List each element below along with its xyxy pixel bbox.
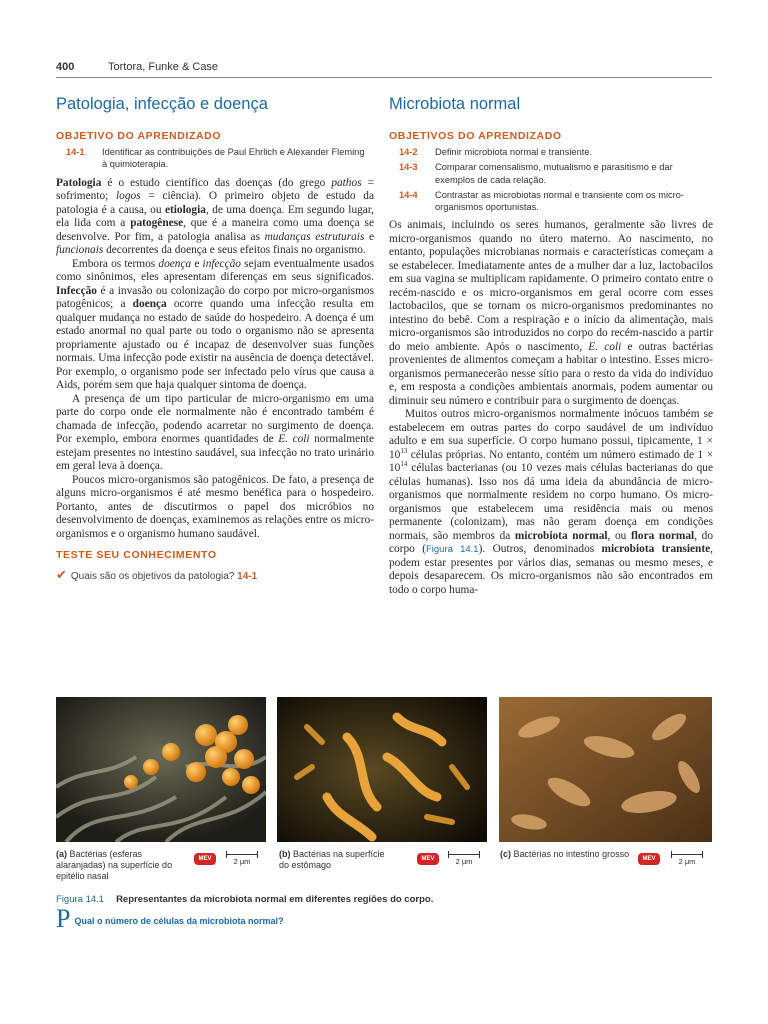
term-microbiota-transiente: microbiota transiente xyxy=(601,543,711,556)
text-run: é o estudo científico das doenças (do grego xyxy=(101,176,332,189)
term-e-coli: E. coli xyxy=(588,340,622,353)
objective-item xyxy=(389,189,707,214)
text-run: , de uma doença. Em segundo lugar, ela lida com a xyxy=(56,203,374,230)
text-run: decorrentes da doença e seus efeitos finais no organismo. xyxy=(103,244,366,257)
scale-label: 2 μm xyxy=(678,857,696,866)
term-e-coli: E. coli xyxy=(278,433,310,446)
paragraph xyxy=(389,219,713,408)
term-pathos: pathos xyxy=(331,176,362,189)
objective-text: Contrastar as microbiotas normal e transiente com os micro-organismos oportunistas. xyxy=(435,189,685,213)
term-doenca-italic: doença xyxy=(158,257,192,270)
figure-caption-a xyxy=(56,849,174,882)
text-run: e xyxy=(191,257,203,270)
objective-number: 14-1 xyxy=(66,147,85,157)
microbiota-body xyxy=(389,219,713,597)
objective-item xyxy=(389,146,707,158)
text-run: , podem estar presentes por vários dias, semanas ou mesmo meses, e depois desaparecem. Os micro-organismos não são encontrados em todo o corpo huma- xyxy=(389,543,714,596)
objective-text: Definir microbiota normal e transiente. xyxy=(435,147,593,157)
text-run: é a invasão ou colonização do corpo por micro-organismos patogênicos; a xyxy=(56,284,374,311)
term-infeccao: Infecção xyxy=(56,284,97,297)
paragraph: Poucos micro-organismos são patogênicos. De fato, a presença de alguns micro-organismos é até mesmo benéfica para o hospedeiro. Portanto, antes de discutirmos o papel dos micróbios no desenvolvimento de doenças, examinemos as relações entre os micro-organismos e o organismo humano saudável. xyxy=(56,473,374,540)
text-run: Os animais, incluindo os seres humanos, geralmente são livres de micro-organismos quando no útero materno. Ao nascimento, no entanto, populações microbianas normais e características começam a se estabelecer. Imediatamente antes de a mulher dar a luz, lactobacilos em sua vagina se multiplicam rapidamente. O primeiro contato entre o recém-nascido e os micro-organismos em geral ocorre com esses lactobacilos, que se tornam os micro-organismos predominantes no intestino do bebê. Com a respiração e o início da alimentação, mais micro-organismos são introduzidos no corpo do recém-nascido a partir do meio ambiente. Após o nascimento, xyxy=(389,219,713,353)
mev-badge: MEV xyxy=(194,853,216,865)
photo-large-intestine xyxy=(499,697,712,842)
photo-nasal-epithelium xyxy=(56,697,266,842)
running-header xyxy=(56,58,712,78)
term-etiologia: etiologia xyxy=(164,203,206,216)
objective-item xyxy=(389,161,707,186)
caption-text: Bactérias (esferas alaranjadas) na superfície do epitélio nasal xyxy=(56,849,173,881)
caption-letter: (c) xyxy=(500,849,511,859)
term-funcionais: funcionais xyxy=(56,244,104,257)
scale-bar xyxy=(448,850,480,868)
objectives-heading: OBJETIVOS DO APRENDIZADO xyxy=(389,130,562,142)
photo-stomach-surface xyxy=(277,697,487,842)
exponent: 14 xyxy=(400,460,408,469)
text-run: = sofrimento; xyxy=(56,176,374,203)
checkmark-icon: ✔ xyxy=(56,567,67,583)
objective-number: 14-2 xyxy=(399,147,418,157)
term-flora-normal: flora normal xyxy=(630,529,695,542)
text-run: ). Outros, denominados xyxy=(478,543,602,556)
text-run: normalmente estejam presentes no intestino saudável, sua infecção no trato urinário em geral leva à doença. xyxy=(56,433,374,473)
text-run: sejam eventualmente usados como sinônimos, eles apresentam diferenças em seus significados. xyxy=(56,257,374,284)
text-run: e outras bactérias provenientes de alimentos começam a habitar o intestino. Esses micro-organismos permanecerão nesse sítio para o resto da vida do indivíduo e, em resposta a condições ambientais anormais, podem aumentar ou diminuir seu número e contribuir para o surgimento de doenças. xyxy=(389,340,713,407)
figure-title-text: Representantes da microbiota normal em diferentes regiões do corpo. xyxy=(116,894,434,905)
text-run: ocorre quando uma infecção resulta em qualquer mudança no estado de saúde do hospedeiro. A doença é um estado anormal no qual parte ou todo o organismo não se apresenta propriamente ajustado ou é incapaz de desenvolver suas funções normais. Uma infecção pode existir na ausência de doença detectável. Por exemplo, o organismo pode ser infectado pelo vírus que causa a Aids, porém sem que haja qualquer sintoma de doença. xyxy=(56,298,374,392)
text-run: , ou xyxy=(607,529,631,542)
caption-letter: (b) xyxy=(279,849,291,859)
term-doenca: doença xyxy=(132,298,167,311)
scale-label: 2 μm xyxy=(233,857,251,866)
term-mudancas-estruturais: mudanças estruturais xyxy=(264,230,365,243)
text-run: Muitos outros micro-organismos normalmente inócuos também se estabelecem em outras partes do corpo saudável de um indivíduo adulto e em sua superfície. O corpo humano possui, tipicamente, 1 × 10 xyxy=(389,408,713,461)
caption-text: Bactérias no intestino grosso xyxy=(513,849,630,859)
question-text: Qual o número de células da microbiota normal? xyxy=(74,916,284,926)
figure-reference-link[interactable]: Figura 14.1 xyxy=(425,544,479,556)
caption-letter: (a) xyxy=(56,849,67,859)
objective-reference: 14-1 xyxy=(237,571,258,583)
objectives-heading: OBJETIVO DO APRENDIZADO xyxy=(56,130,222,142)
paragraph xyxy=(56,258,374,393)
mev-badge: MEV xyxy=(417,853,439,865)
term-logos: logos xyxy=(116,190,141,203)
text-run: = ciência). O primeiro objeto de estudo da patologia é a causa, ou xyxy=(56,190,375,216)
exponent: 13 xyxy=(400,447,408,456)
scale-bar xyxy=(671,850,703,868)
running-authors: Tortora, Funke & Case xyxy=(108,61,219,73)
text-run: A presença de um tipo particular de micro-organismo em uma parte do corpo onde ele normalmente não é encontrado também é chamada de infecção, podendo acarretar no surgimento de doença. Por exemplo, embora enormes quantidades de xyxy=(56,392,374,446)
pathology-body xyxy=(56,177,374,542)
knowledge-check-heading: TESTE SEU CONHECIMENTO xyxy=(56,549,217,562)
term-patogenese: patogênese xyxy=(130,217,184,230)
section-title-pathology: Patologia, infecção e doença xyxy=(56,95,268,113)
caption-text: Bactérias na superfície do estômago xyxy=(279,849,385,870)
objective-text: Identificar as contribuições de Paul Ehrlich e Alexander Fleming à quimioterapia. xyxy=(102,147,365,170)
text-run: células bacterianas (ou 10 vezes mais células bacterianas do que células humanas). Isso nos dá uma ideia da abundância de micro-organismos que normalmente residem no corpo humano. Os micro-organismos que estabelecem uma residência mais ou menos permanente (colonizam), mas não geram doença em condições normais, são membros da xyxy=(389,462,713,542)
figure-question xyxy=(56,904,284,934)
text-run: , que é a maneira como uma doença se desenvolve. Por fim, a patologia analisa as xyxy=(56,217,375,243)
text-run: Embora os termos xyxy=(72,257,159,270)
term-infeccao-italic: infecção xyxy=(202,257,241,270)
question-text: Quais são os objetivos da patologia? xyxy=(70,571,235,583)
section-title-microbiota: Microbiota normal xyxy=(389,95,521,113)
objective-number: 14-3 xyxy=(399,162,418,173)
paragraph xyxy=(56,177,374,258)
figure-caption-c xyxy=(500,849,640,860)
page-number: 400 xyxy=(56,61,75,73)
text-run: , do corpo ( xyxy=(389,529,713,556)
objective-text: Comparar comensalismo, mutualismo e parasitismo e dar exemplos de cada relação. xyxy=(435,162,673,185)
term-microbiota-normal: microbiota normal xyxy=(514,529,608,542)
header-rule xyxy=(56,77,712,78)
objective-number: 14-4 xyxy=(399,189,418,200)
term-patologia: Patologia xyxy=(56,176,102,189)
text-run: células próprias. No entanto, contém um número estimado de 1 × 10 xyxy=(389,448,713,475)
paragraph xyxy=(389,408,713,597)
text-run: e xyxy=(364,230,374,243)
right-column xyxy=(389,92,713,597)
figure-number: Figura 14.1 xyxy=(56,894,105,905)
question-letter: P xyxy=(56,904,71,933)
objective-item xyxy=(56,146,368,171)
scale-bar xyxy=(226,850,258,868)
knowledge-check-question xyxy=(56,567,374,583)
paragraph xyxy=(56,393,374,474)
scale-label: 2 μm xyxy=(455,857,473,866)
mev-badge: MEV xyxy=(638,853,660,865)
left-column xyxy=(56,92,374,583)
figure-caption-b xyxy=(279,849,397,871)
